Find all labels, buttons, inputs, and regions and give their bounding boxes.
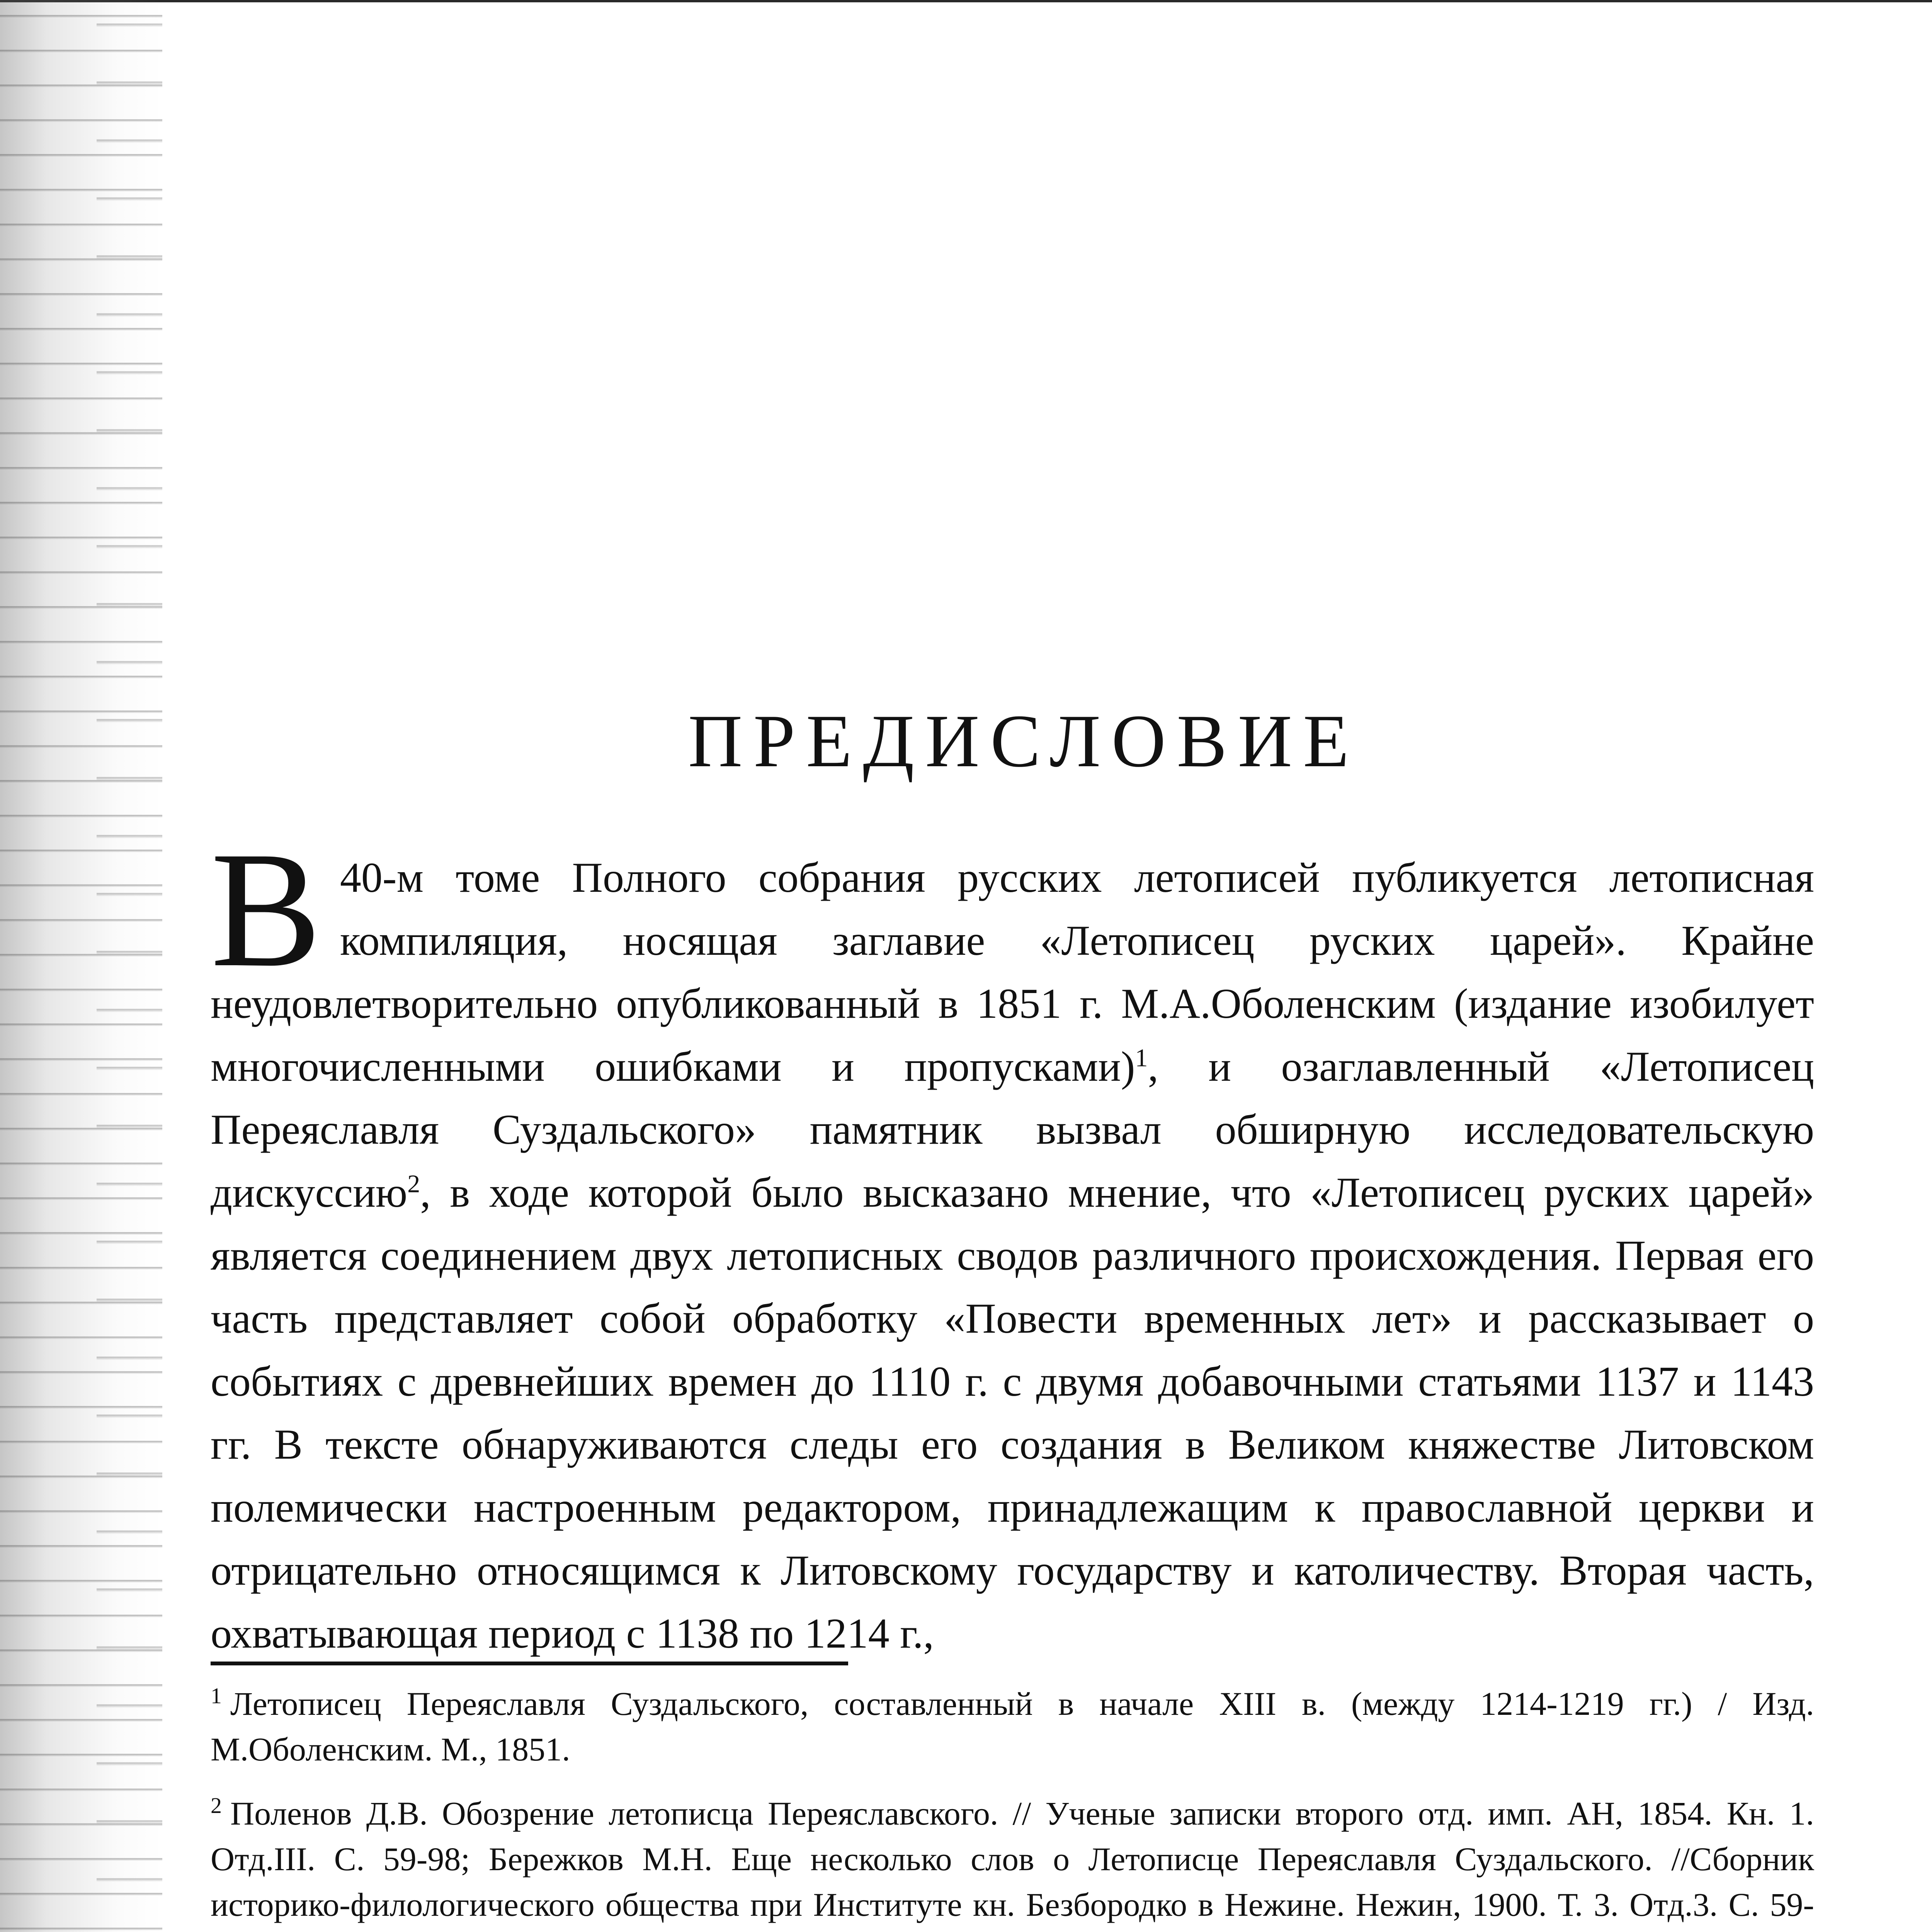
footnote-number: 1	[211, 1683, 222, 1709]
scan-binding-marks	[97, 0, 162, 1932]
page-title: ПРЕДИСЛОВИЕ	[688, 699, 1360, 783]
footnote-ref-2[interactable]: 2	[407, 1170, 420, 1198]
footnote-divider	[211, 1662, 848, 1665]
intro-text-part-2: , и озаглавленный «Летописец Переяславля Суздальского» памятник вызвал обширную исследовательскую дискуссию	[211, 1043, 1814, 1216]
footnote-2	[211, 1791, 1814, 1932]
footnote-ref-1[interactable]: 1	[1135, 1044, 1148, 1072]
drop-cap: В	[211, 818, 321, 1002]
footnote-text: Летописец Переяславля Суздальского, составленный в начале XIII в. (между 1214-1219 гг.) / Изд. М.Оболенским. М., 1851.	[211, 1685, 1814, 1768]
footnote-number: 2	[211, 1793, 222, 1818]
intro-paragraph	[211, 818, 1814, 1665]
scan-top-edge	[0, 0, 1932, 2]
footnote-text: Поленов Д.В. Обозрение летописца Переяславского. // Ученые записки второго отд. имп. АН, 1854. Кн. 1. Отд.III. С. 59-98; Бережков М.Н. Еще несколько слов о Летописце Переяславля Суздальского. //Сборник историко-филологического общества при Институте кн. Безбородко в Нежине. Нежин, 1900. Т. 3. Отд.3. С. 59-	[211, 1795, 1814, 1923]
footnote-1	[211, 1681, 1814, 1772]
intro-text-part-1: 40-м томе Полного собрания русских летописей публикуется летописная компиляция, носящая заглавие «Летописец руских царей». Крайне неудовлетворительно опубликованный в 1851 г. М.А.Оболенским (издание изобилует многочисленными ошибками и пропусками)	[211, 854, 1814, 1090]
footnotes	[211, 1681, 1814, 1932]
intro-text-part-3: , в ходе которой было высказано мнение, что «Летописец руских царей» является соединением двух летописных сводов различного происхождения. Первая его часть представляет собой обработку «Повести временных лет» и рассказывает о событиях с древнейших времен до 1110 г. с двумя добавочными статьями 1137 и 1143 гг. В тексте обнаруживаются следы его создания в Великом княжестве Литовском полемически настроенным редактором, принадлежащим к православной церкви и отрицательно относящимся к Литовскому государству и католичеству. Вторая часть, охватывающая период с 1138 по 1214 г.,	[211, 1169, 1814, 1657]
